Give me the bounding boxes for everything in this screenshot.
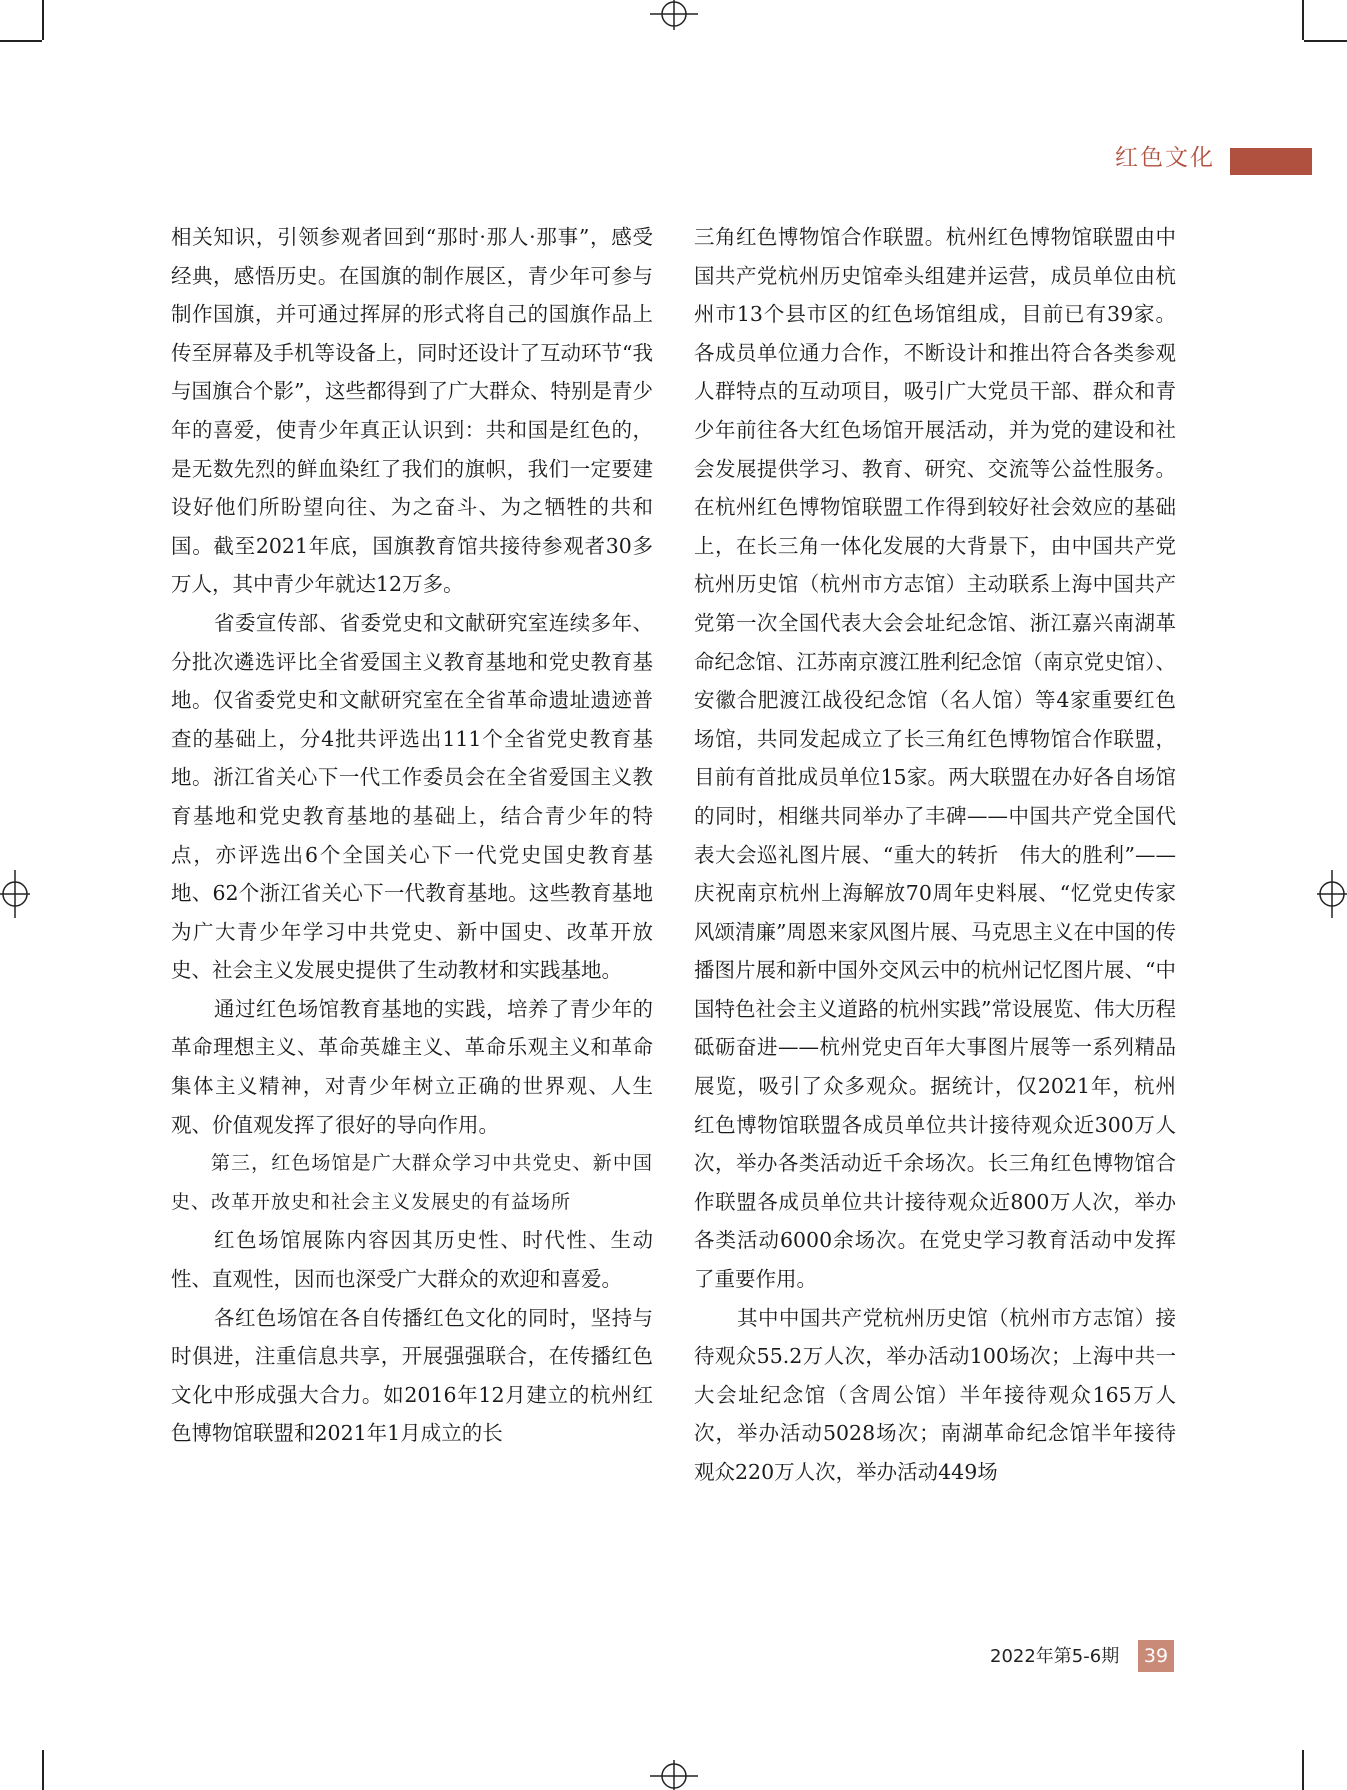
crop-mark	[1302, 0, 1304, 40]
subheading: 第三，红色场馆是广大群众学习中共党史、新中国史、改革开放史和社会主义发展史的有益场所	[171, 1152, 653, 1213]
crop-mark	[0, 40, 42, 42]
paragraph: 省委宣传部、省委党史和文献研究室连续多年、分批次遴选评比全省爱国主义教育基地和党史教育基地。仅省委党史和文献研究室在全省革命遗址遗迹普查的基础上，分4批共评选出111个全省党史教育基地。浙江省关心下一代工作委员会在全省爱国主义教育基地和党史教育基地的基础上，结合青少年的特点，亦评选出6个全国关心下一代党史国史教育基地、62个浙江省关心下一代教育基地。这些教育基地为广大青少年学习中共党史、新中国史、改革开放史、社会主义发展史提供了生动教材和实践基地。	[171, 610, 653, 983]
section-accent-bar	[1230, 148, 1312, 175]
paragraph: 其中中国共产党杭州历史馆（杭州市方志馆）接待观众55.2万人次，举办活动100场次；上海中共一大会址纪念馆（含周公馆）半年接待观众165万人次，举办活动5028场次；南湖革命纪念馆半年接待观众220万人次，举办活动449场	[694, 1305, 1176, 1484]
issue-label: 2022年第5-6期	[990, 1646, 1120, 1667]
paragraph: 红色场馆展陈内容因其历史性、时代性、生动性、直观性，因而也深受广大群众的欢迎和喜爱。	[171, 1228, 653, 1292]
paragraph: 三角红色博物馆合作联盟。杭州红色博物馆联盟由中国共产党杭州历史馆牵头组建并运营，成员单位由杭州市13个县市区的红色场馆组成，目前已有39家。各成员单位通力合作，不断设计和推出符合各类参观人群特点的互动项目，吸引广大党员干部、群众和青少年前往各大红色场馆开展活动，并为党的建设和社会发展提供学习、教育、研究、交流等公益性服务。在杭州红色博物馆联盟工作得到较好社会效应的基础上，在长三角一体化发展的大背景下，由中国共产党杭州历史馆（杭州市方志馆）主动联系上海中国共产党第一次全国代表大会会址纪念馆、浙江嘉兴南湖革命纪念馆、江苏南京渡江胜利纪念馆（南京党史馆）、安徽合肥渡江战役纪念馆（名人馆）等4家重要红色场馆，共同发起成立了长三角红色博物馆合作联盟，目前有首批成员单位15家。两大联盟在办好各自场馆的同时，相继共同举办了丰碑——中国共产党全国代表大会巡礼图片展、“重大的转折 伟大的胜利”——庆祝南京杭州上海解放70周年史料展、“忆党史传家风颂清廉”周恩来家风图片展、马克思主义在中国的传播图片展和新中国外交风云中的杭州记忆图片展、“中国特色社会主义道路的杭州实践”常设展览、伟大历程 砥砺奋进——杭州党史百年大事图片展等一系列精品展览，吸引了众多观众。据统计，仅2021年，杭州红色博物馆联盟各成员单位共计接待观众近300万人次，举办各类活动近千余场次。长三角红色博物馆合作联盟各成员单位共计接待观众近800万人次，举办各类活动6000余场次。在党史学习教育活动中发挥了重要作用。	[694, 225, 1197, 1292]
crop-mark	[1302, 1750, 1304, 1790]
right-column	[694, 218, 1197, 1492]
section-label: 红色文化	[1115, 145, 1215, 171]
crop-mark	[42, 1750, 44, 1790]
crop-mark	[1304, 40, 1347, 42]
page-number: 39	[1138, 1640, 1174, 1672]
registration-mark-right	[1317, 868, 1347, 920]
registration-mark-top	[648, 0, 700, 30]
paragraph: 各红色场馆在各自传播红色文化的同时，坚持与时俱进，注重信息共享，开展强强联合，在传播红色文化中形成强大合力。如2016年12月建立的杭州红色博物馆联盟和2021年1月成立的长	[171, 1305, 653, 1446]
registration-mark-left	[0, 868, 30, 920]
crop-mark	[42, 0, 44, 40]
registration-mark-bottom	[648, 1760, 700, 1790]
paragraph: 通过红色场馆教育基地的实践，培养了青少年的革命理想主义、革命英雄主义、革命乐观主义和革命集体主义精神，对青少年树立正确的世界观、人生观、价值观发挥了很好的导向作用。	[171, 996, 653, 1137]
left-column	[171, 218, 653, 1453]
paragraph: 相关知识，引领参观者回到“那时·那人·那事”，感受经典，感悟历史。在国旗的制作展区，青少年可参与制作国旗，并可通过挥屏的形式将自己的国旗作品上传至屏幕及手机等设备上，同时还设计了互动环节“我与国旗合个影”，这些都得到了广大群众、特别是青少年的喜爱，使青少年真正认识到：共和国是红色的，是无数先烈的鲜血染红了我们的旗帜，我们一定要建设好他们所盼望向往、为之奋斗、为之牺牲的共和国。截至2021年底，国旗教育馆共接待参观者30多万人，其中青少年就达12万多。	[171, 225, 653, 597]
